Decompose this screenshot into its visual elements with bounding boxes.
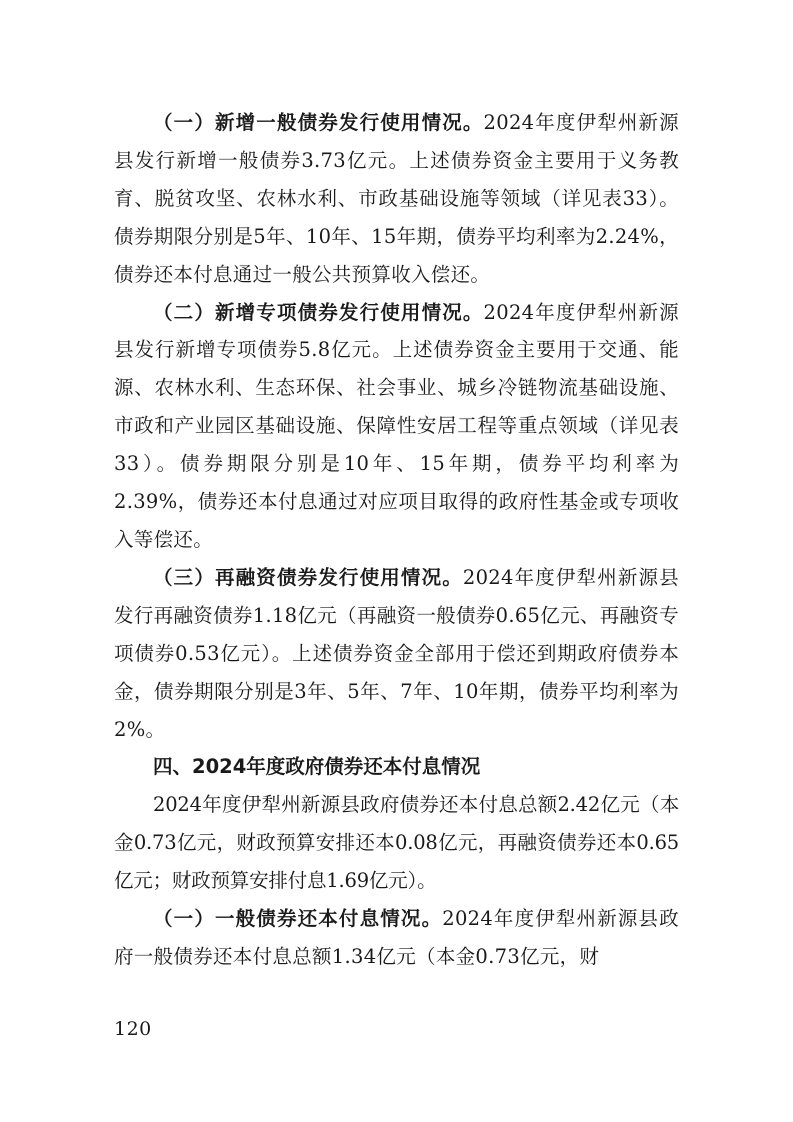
paragraph-general-bond-repayment: [114, 900, 679, 976]
paragraph-refinancing-bonds: [114, 559, 679, 749]
paragraph-lead: （二）新增专项债券发行使用情况。: [153, 300, 484, 324]
document-body: [114, 104, 679, 976]
paragraph-new-special-bonds: [114, 294, 679, 559]
paragraph-repayment-summary: 2024年度伊犁州新源县政府债券还本付息总额2.42亿元（本金0.73亿元，财政预算安排还本0.08亿元，再融资债券还本0.65亿元；财政预算安排付息1.69亿元）。: [114, 793, 679, 893]
paragraph-text: 2024年度伊犁州新源县发行新增一般债券3.73亿元。上述债券资金主要用于义务教育、脱贫攻坚、农林水利、市政基础设施等领域（详见表33）。债券期限分别是5年、10年、15年期，债券平均利率为2.24%，债券还本付息通过一般公共预算收入偿还。: [114, 111, 679, 286]
page-number: 120: [114, 1018, 152, 1040]
paragraph-text: 2024年度伊犁州新源县政府一般债券还本付息总额1.34亿元（本金0.73亿元，财: [114, 907, 679, 968]
paragraph-lead: （一）一般债券还本付息情况。: [153, 907, 443, 931]
paragraph-lead: （一）新增一般债券发行使用情况。: [153, 111, 484, 134]
section-heading-repayment: 四、2024年度政府债券还本付息情况: [153, 755, 481, 779]
paragraph-lead: （三）再融资债券发行使用情况。: [153, 565, 463, 589]
paragraph-text: 2024年度伊犁州新源县发行再融资债券1.18亿元（再融资一般债券0.65亿元、再融资专项债券0.53亿元）。上述债券资金全部用于偿还到期政府债券本金，债券期限分别是3年、5年、7年、10年期，债券平均利率为2%。: [114, 565, 679, 741]
paragraph-new-general-bonds: [114, 104, 679, 294]
paragraph-text: 2024年度伊犁州新源县发行新增专项债券5.8亿元。上述债券资金主要用于交通、能源、农林水利、生态环保、社会事业、城乡冷链物流基础设施、市政和产业园区基础设施、保障性安居工程等重点领域（详见表33）。债券期限分别是10年、15年期，债券平均利率为2.39%，债券还本付息通过对应项目取得的政府性基金或专项收入等偿还。: [114, 300, 679, 551]
